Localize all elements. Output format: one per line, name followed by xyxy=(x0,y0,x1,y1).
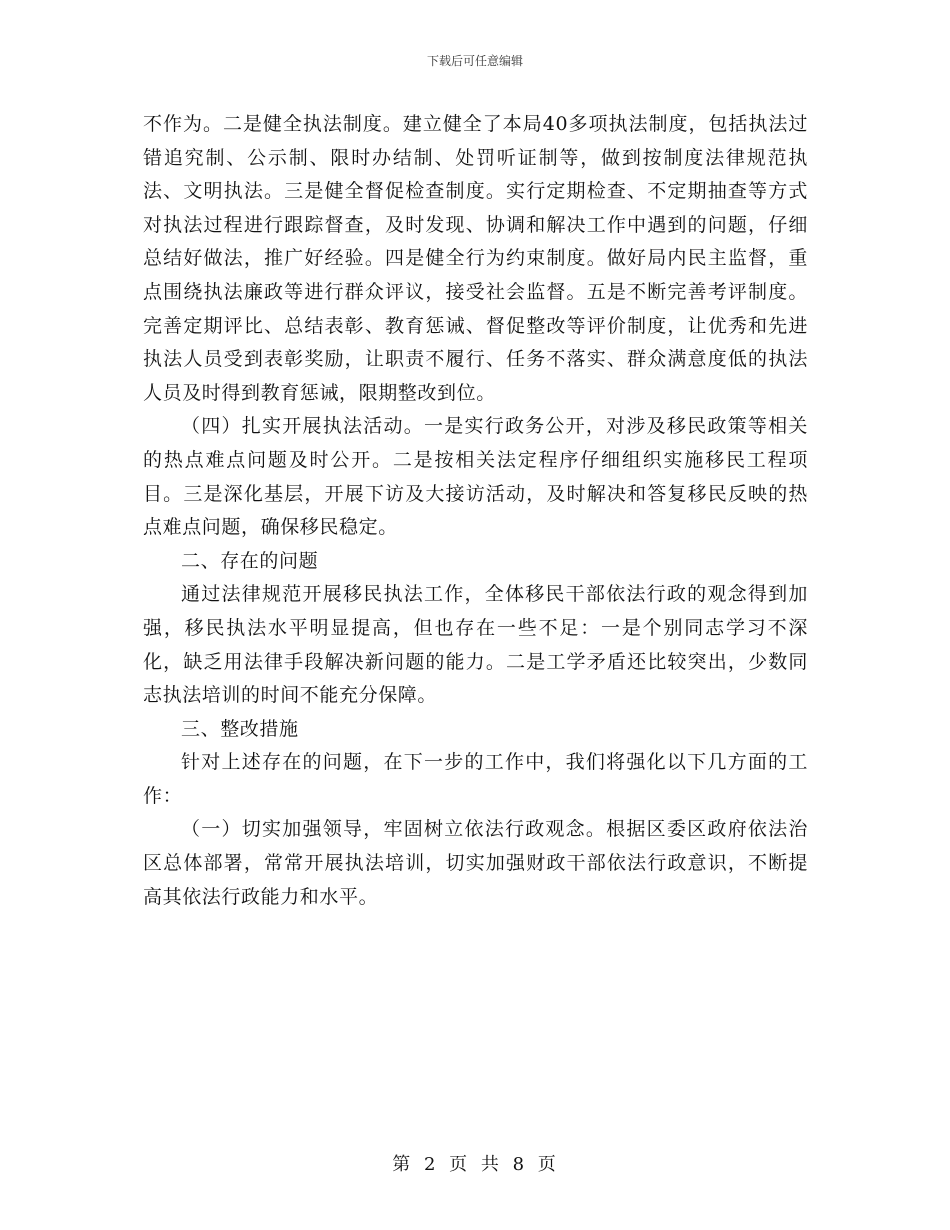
section-heading: 二、存在的问题 xyxy=(181,549,319,572)
page-label-mid2: 共 xyxy=(480,1154,501,1175)
paragraph: （一）切实加强领导，牢固树立依法行政观念。根据区委区政府依法治区总体部署，常常开展执法培训，切实加强财政干部依法行政意识，不断提高其依法行政能力和水平。 xyxy=(143,818,808,908)
page-label-suffix: 页 xyxy=(537,1154,558,1175)
current-page-number: 2 xyxy=(423,1154,438,1175)
section-heading: 三、整改措施 xyxy=(181,717,299,740)
total-pages-number: 8 xyxy=(512,1154,527,1175)
paragraph: 不作为。二是健全执法制度。建立健全了本局40多项执法制度，包括执法过错追究制、公示制、限时办结制、处罚听证制等，做到按制度法律规范执法、文明执法。三是健全督促检查制度。实行定期检查、不定期抽查等方式对执法过程进行跟踪督查，及时发现、协调和解决工作中遇到的问题，仔细总结好做法，推广好经验。四是健全行为约束制度。做好局内民主监督，重点围绕执法廉政等进行群众评议，接受社会监督。五是不断完善考评制度。完善定期评比、总结表彰、教育惩诫、督促整改等评价制度，让优秀和先进执法人员受到表彰奖励，让职责不履行、任务不落实、群众满意度低的执法人员及时得到教育惩诫，限期整改到位。 xyxy=(143,113,808,404)
page-footer xyxy=(0,1150,950,1176)
page-header: 下载后可任意编辑 xyxy=(426,54,523,68)
paragraph: （四）扎实开展执法活动。一是实行政务公开，对涉及移民政策等相关的热点难点问题及时公开。二是按相关法定程序仔细组织实施移民工程项目。三是深化基层，开展下访及大接访活动，及时解决和答复移民反映的热点难点问题，确保移民稳定。 xyxy=(143,415,808,539)
document-body xyxy=(143,108,808,914)
page-label-mid1: 页 xyxy=(449,1154,470,1175)
paragraph: 通过法律规范开展移民执法工作，全体移民干部依法行政的观念得到加强，移民执法水平明显提高，但也存在一些不足：一是个别同志学习不深化，缺乏用法律手段解决新问题的能力。二是工学矛盾还比较突出，少数同志执法培训的时间不能充分保障。 xyxy=(143,583,808,707)
paragraph: 针对上述存在的问题，在下一步的工作中，我们将强化以下几方面的工作： xyxy=(143,751,808,807)
page-label-prefix: 第 xyxy=(392,1154,413,1175)
